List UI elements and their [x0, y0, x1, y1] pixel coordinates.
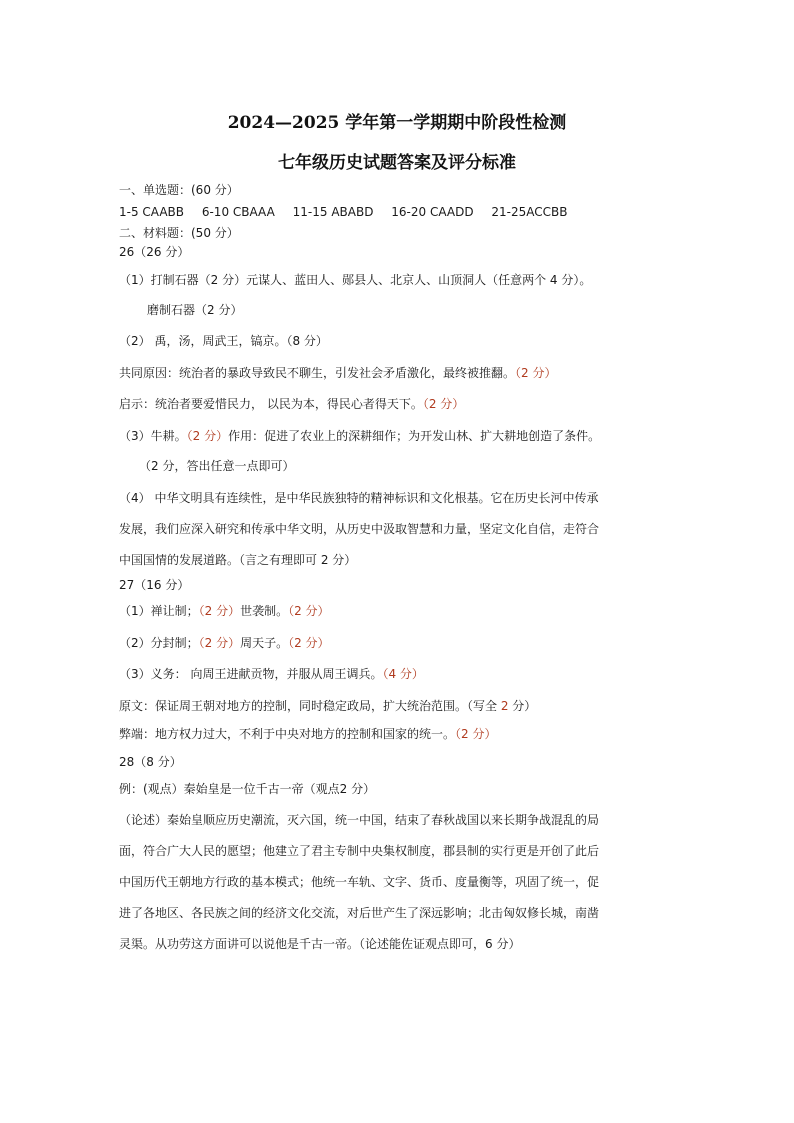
q28-argument-line3: 中国历代王朝地方行政的基本模式；他统一车轨、文字、货币、度量衡等，巩固了统一，促	[119, 875, 600, 889]
part3-post: 作用：促进了农业上的深耕细作；为开发山林、扩大耕地创造了条件。	[228, 429, 601, 443]
q27-part1	[119, 603, 330, 619]
q28-argument-line2: 面，符合广大人民的愿望；他建立了君主专制中央集权制度，郡县制的实行更是开创了此后	[119, 844, 600, 858]
insight-score: （2 分）	[422, 397, 465, 411]
q27-part3-score: （4 分）	[382, 667, 424, 681]
q26-part3-note: （2 分，答出任意一点即可）	[139, 459, 295, 473]
q27-part3	[119, 666, 424, 682]
q27-drawback	[119, 726, 496, 742]
q27-part1-b: 世袭制。	[240, 604, 289, 618]
q26-insight	[119, 396, 464, 412]
q26-heading: 26（26 分）	[119, 245, 190, 259]
q27-orig-text: 原文：保证周王朝对地方的控制，同时稳定政局，扩大统治范围。（写全	[119, 699, 501, 713]
q27-drawback-text: 弊端：地方权力过大，不利于中央对地方的控制和国家的统一。	[119, 727, 456, 741]
q26-part3	[119, 428, 600, 444]
mcq-group-2: 6-10 CBAAA	[201, 205, 275, 219]
mcq-group-5: 21-25ACCBB	[491, 205, 568, 219]
q27-original-purpose	[119, 698, 536, 714]
q27-part2	[119, 635, 330, 651]
q27-part2-a: （2）分封制；	[119, 636, 199, 650]
q26-part1-line2: 磨制石器（2 分）	[147, 303, 243, 317]
q27-part3-text: （3）义务： 向周王进献贡物，并服从周王调兵。	[119, 667, 383, 681]
q27-drawback-score: （2 分）	[455, 727, 497, 741]
q27-heading: 27（16 分）	[119, 578, 190, 592]
q28-heading: 28（8 分）	[119, 755, 182, 769]
mcq-answers	[119, 204, 582, 220]
q27-orig-end: 分）	[508, 699, 537, 713]
q26-part1-line1: （1）打制石器（2 分）元谋人、蓝田人、郧县人、北京人、山顶洞人（任意两个 4 分）。	[119, 273, 592, 287]
document-subtitle: 七年级历史试题答案及评分标准	[278, 153, 516, 173]
q27-part2-score2: （2 分）	[288, 636, 330, 650]
mcq-group-3: 11-15 ABABD	[292, 205, 374, 219]
q28-argument-line4: 进了各地区、各民族之间的经济文化交流，对后世产生了深远影响；北击匈奴修长城，南凿	[119, 906, 600, 920]
q28-argument-line5: 灵渠。从功劳这方面讲可以说他是千古一帝。（论述能佐证观点即可，6 分）	[119, 937, 521, 951]
q28-example: 例：(观点）秦始皇是一位千古一帝（观点2 分）	[119, 782, 376, 796]
q26-part2: （2） 禹，汤，周武王，镐京。（8 分）	[119, 334, 328, 348]
mcq-group-1: 1-5 CAABB	[119, 205, 185, 219]
q27-orig-score: 2	[500, 699, 509, 713]
document-title: 2024—2025 学年第一学期期中阶段性检测	[227, 113, 567, 133]
q26-common-reason	[119, 365, 556, 381]
part3-pre: （3）牛耕。	[119, 429, 187, 443]
q27-part2-b: 周天子。	[240, 636, 289, 650]
reason-text: 共同原因：统治者的暴政导致民不聊生，引发社会矛盾激化，最终被推翻。	[119, 366, 516, 380]
q26-part4-line2: 发展，我们应深入研究和传承中华文明，从历史中汲取智慧和力量，坚定文化自信，走符合	[119, 522, 600, 536]
q27-part2-score1: （2 分）	[198, 636, 241, 650]
q28-argument-line1: （论述）秦始皇顺应历史潮流，灭六国，统一中国，结束了春秋战国以来长期争战混乱的局	[119, 813, 600, 827]
q27-part1-score2: （2 分）	[288, 604, 330, 618]
part3-score: （2 分）	[186, 429, 229, 443]
q26-part4-line3: 中国国情的发展道路。（言之有理即可 2 分）	[119, 553, 357, 567]
q26-part4-line1: （4） 中华文明具有连续性，是中华民族独特的精神标识和文化根基。它在历史长河中传承	[119, 491, 599, 505]
q27-part1-a: （1）禅让制；	[119, 604, 199, 618]
section1-heading: 一、单选题：(60 分）	[119, 183, 239, 197]
reason-score: （2 分）	[515, 366, 557, 380]
q27-part1-score1: （2 分）	[198, 604, 241, 618]
mcq-group-4: 16-20 CAADD	[391, 205, 474, 219]
section2-heading: 二、材料题：(50 分）	[119, 226, 239, 240]
insight-text: 启示：统治者要爱惜民力， 以民为本，得民心者得天下。	[119, 397, 423, 411]
